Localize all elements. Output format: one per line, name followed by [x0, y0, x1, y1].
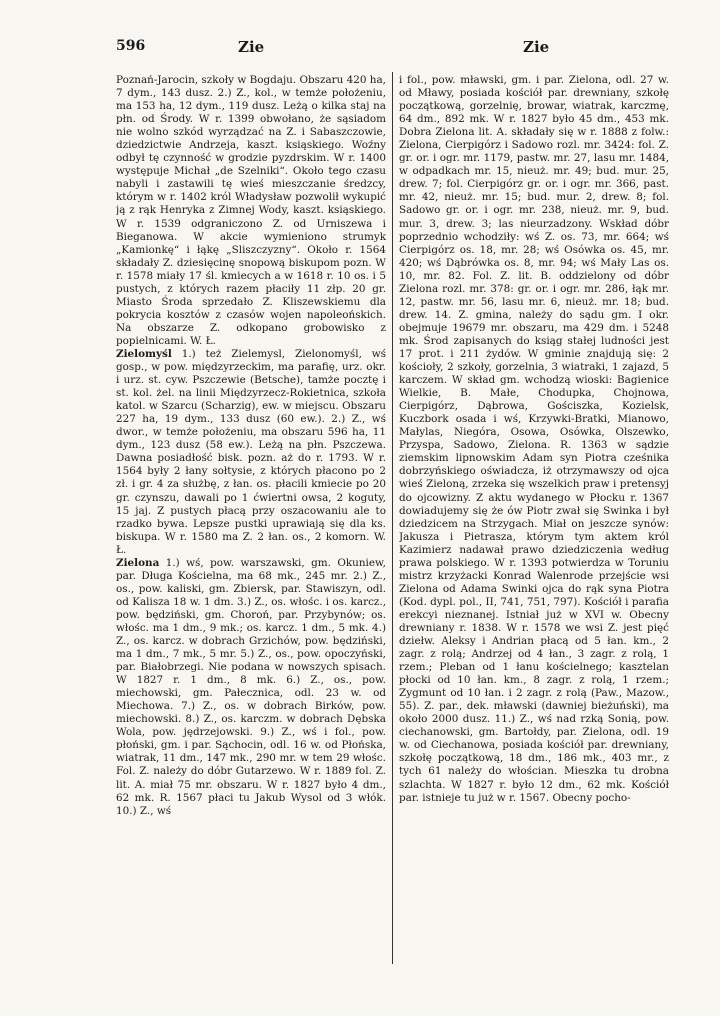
entry-headword: Zielona: [116, 556, 160, 569]
page-number: 596: [116, 38, 146, 54]
column-divider: [392, 72, 393, 964]
entry-paragraph: [116, 557, 386, 818]
entry-text: i fol., pow. mławski, gm. i par. Zielona, odl. 27 w. od Mławy, posiada kościół par. drewniany, szkołę początkową, gorzelnię, browar, wiatrak, karczmę, 64 dm., 892 mk. W r. 1827 było 45 dm., 453 mk. Dobra Zielona lit. A. składały się w r. 1888 z folw.: Zielona, Cierpigórz i Sadowo rozl. mr. 3424: fol. Z. gr. or. i ogr. mr. 1179, pastw. mr. 27, lasu mr. 1484, w odpadkach mr. 15, nieuż. mr. 49; bud. mur. 25, drew. 7; fol. Cierpigórz gr. or. i ogr. mr. 366, past. mr. 42, nieuż. mr. 15; bud. mur. 2, drew. 8; fol. Sadowo gr. or. i ogr. mr. 238, nieuż. mr. 9, bud. mur. 3, drew. 3; las nieurzadzony. Wskład dóbr poprzednio wchodziły: wś Z. os. 73, mr. 664; wś Cierpigórz os. 18, mr. 28; wś Osówka os. 45, mr. 420; wś Dąbrówka os. 8, mr. 94; wś Mały Las os. 10, mr. 82. Fol. Z. lit. B. oddzielony od dóbr Zielona rozl. mr. 378: gr. or. i ogr. mr. 286, łąk mr. 12, pastw. mr. 56, lasu mr. 6, nieuż. mr. 18; bud. drew. 14. Z. gmina, należy do sądu gm. I okr. obejmuje 19679 mr. obszaru, ma 429 dm. i 5248 mk. Środ zapisanych do ksiąg stałej ludności jest 17 prot. i 211 żydów. W gminie znajdują się: 2 kościoły, 2 szkoły, gorzelnia, 3 wiatraki, 1 zajazd, 5 karczem. W skład gm. wchodzą wioski: Bagienice Wielkie, B. Małe, Chodupka, Chojnowa, Cierpigórz, Dąbrowa, Gościszka, Kozielsk, Kuczbork osada i wś, Krzywki-Bratki, Mianowo, Małylas, Niegóra, Osowa, Osówka, Olszewko, Przyspa, Sadowo, Zielona. R. 1363 w sądzie ziemskim lipnowskim Adam syn Piotra cześnika dobrzyńskiego oświadcza, iż otrzymawszy od ojca wieś Zieloną, zrzeka się wszelkich praw i pretensyj do ojcowizny. Z aktu wydanego w Płocku r. 1367 dowiadujemy się że ów Piotr zwał się Swinka i był dziedzicem na Strzygach. Miał on jeszcze synów: Jakusza i Pietrasza, którym tym aktem król Kazimierz nadawał prawo dziedziczenia według prawa polskiego. W r. 1393 potwierdza w Toruniu mistrz krzyżacki Konrad Walenrode przejście wsi Zielona od Adama Swinki ojca do rąk syna Piotra (Kod. dypl. pol., II, 741, 751, 797). Kościół i parafia erekcyi nieznanej. Istniał już w XVI w. Obecny drewniany r. 1838. W r. 1578 we wsi Z. jest pięć dziełw. Aleksy i Andrian płacą od 5 łan. km., 2 zagr. z rolą; Andrzej od 4 łan., 3 zagr. z rolą, 1 rzem.; Pleban od 1 łanu kościelnego; kasztelan płocki od 10 łan. km., 8 zagr. z rolą, 1 rzem.; Zygmunt od 10 łan. i 2 zagr. z rolą (Paw., Mazow., 55). Z. par., dek. mławski (dawniej bieżuński), ma około 2000 dusz. 11.) Z., wś nad rzką Sonią, pow. ciechanowski, gm. Bartołdy, par. Zielona, odl. 19 w. od Ciechanowa, posiada kościół par. drewniany, szkołę początkową, 18 dm., 186 mk., 403 mr., z tych 61 należy do włościan. Mieszka tu drobna szlachta. W 1827 r. było 12 dm., 62 mk. Kościół par. istnieje tu już w r. 1567. Obecny pocho-: [399, 74, 669, 804]
entry-paragraph: [116, 74, 386, 348]
entry-paragraph: [116, 348, 386, 557]
running-head-right: Zie: [523, 38, 550, 56]
entry-text: Poznań-Jarocin, szkoły w Bogdaju. Obszaru 420 ha, 7 dym., 143 dusz. 2.) Z., kol., w temże położeniu, ma 153 ha, 12 dym., 119 dusz. Leżą o kilka staj na płn. od Środy. W r. 1399 obwołano, że sąsiadom nie wolno szkód wyrządzać na Z. i Sabaszczowie, dziedzictwie Andrzeja, kaszt. ksiąskiego. Woźny odbył tę czynność w grodzie pyzdrskim. W r. 1400 występuje Michał „de Szelniki“. Około tego czasu nabyli i zastawili tę wieś mieszczanie średzcy, którym w r. 1402 król Władysław pozwolił wykupić ją z rąk Henryka z Zimnej Wody, kaszt. ksiąskiego. W r. 1539 odgraniczono Z. od Urniszewa i Bieganowa. W akcie wymieniono strumyk „Kamionkę“ i łąkę „Sliszczyzny“. Około r. 1564 składały Z. dziesięcinę snopową biskupom pozn. W r. 1578 miały 17 śl. kmiecych a w 1618 r. 10 os. i 5 pustych, z których razem płaciły 11 złp. 20 gr. Miasto Środa sprzedało Z. Kliszewskiemu dla pokrycia kosztów z czasów wojen napoleońskich. Na obszarze Z. odkopano grobowisko z popielnicami. W. Ł.: [116, 74, 386, 347]
right-column: [399, 74, 669, 964]
entry-text: 1.) też Zielemysl, Zielonomyśl, wś gosp., w pow. międzyrzeckim, ma parafię, urz. okr. i urz. st. cyw. Pszczewie (Betsche), tamże pocztę i st. kol. żel. na linii Międzyrzecz-Rokietnica, szkoła katol. w Szarcu (Scharzig), ew. w miejscu. Obszaru 227 ha, 19 dym., 133 dusz (60 ew.). 2.) Z., wś dwor., w temże położeniu, ma obszaru 596 ha, 11 dym., 123 dusz (58 ew.). Leżą na płn. Pszczewa. Dawna posiadłość bisk. pozn. aż do r. 1793. W r. 1564 były 2 łany sołtysie, z których płacono po 2 zł. i gr. 4 za służbę, z łan. os. płacili kmiecie po 20 gr. czynszu, dawali po 1 ćwiertni owsa, 2 koguty, 15 jaj. Z pustych płacą przy oszacowaniu ale to rzadko bywa. Lepsze pustki uprawiają się dla ks. biskupa. W r. 1580 ma Z. 2 łan. os., 2 komorn. W. Ł.: [116, 347, 386, 556]
running-head-left: Zie: [238, 38, 265, 56]
left-column: [116, 74, 386, 964]
entry-headword: Zielomyśl: [116, 347, 172, 360]
entry-text: 1.) wś, pow. warszawski, gm. Okuniew, par. Długa Kościelna, ma 68 mk., 245 mr. 2.) Z., os., pow. kaliski, gm. Zbiersk, par. Stawiszyn, odl. od Kalisza 18 w. 1 dm. 3.) Z., os. włośc. i os. karcz., pow. będziński, gm. Choroń, par. Przybynów; os. włośc. ma 1 dm., 9 mk.; os. karcz. 1 dm., 5 mk. 4.) Z., os. karcz. w dobrach Grzichów, pow. będziński, ma 1 dm., 7 mk., 5 mr. 5.) Z., os., pow. opoczyński, par. Białobrzegi. Nie podana w nowszych spisach. W 1827 r. 1 dm., 8 mk. 6.) Z., os., pow. miechowski, gm. Pałecznica, odl. 23 w. od Miechowa. 7.) Z., os. w dobrach Birków, pow. miechowski. 8.) Z., os. karczm. w dobrach Dębska Wola, pow. jędrzejowski. 9.) Z., wś i fol., pow. płoński, gm. i par. Sąchocin, odl. 16 w. od Płońska, wiatrak, 11 dm., 147 mk., 290 mr. w tem 29 włośc. Fol. Z. należy do dóbr Gutarzewo. W r. 1889 fol. Z. lit. A. miał 75 mr. obszaru. W r. 1827 było 4 dm., 62 mk. R. 1567 płaci tu Jakub Wysol od 3 włók. 10.) Z., wś: [116, 556, 386, 817]
page-header: [0, 38, 720, 62]
entry-paragraph: [399, 74, 669, 805]
